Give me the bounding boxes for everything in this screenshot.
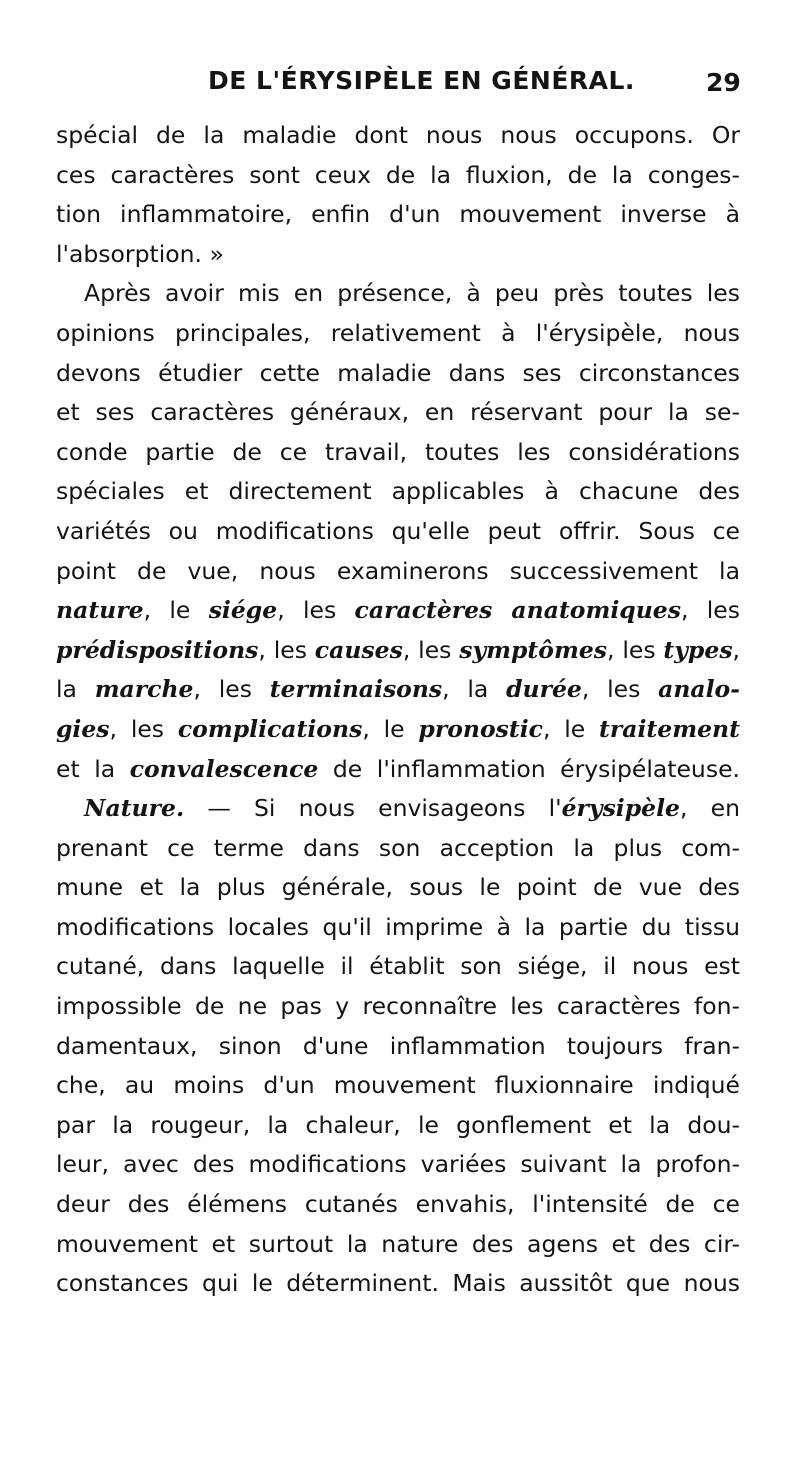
- italic-term: terminaisons: [269, 675, 443, 704]
- text-line: deur des élémens cutanés envahis, l'intensité de ce: [56, 1190, 740, 1219]
- italic-term: durée: [506, 675, 582, 704]
- text-line: variétés ou modifications qu'elle peut offrir. Sous ce: [56, 516, 740, 545]
- text-line: tion inflammatoire, enfin d'un mouvement inverse à: [56, 200, 740, 229]
- text-span: et la: [56, 754, 130, 783]
- italic-term: gies: [56, 714, 110, 743]
- text-span: , le: [542, 714, 600, 743]
- text-span: , le: [362, 714, 419, 743]
- text-line: devons étudier cette maladie dans ses circonstances: [56, 358, 740, 387]
- text-line: [56, 591, 740, 631]
- text-span: de l'inflammation érysipélateuse.: [318, 754, 740, 783]
- italic-term: marche: [94, 675, 194, 704]
- italic-term: pronostic: [418, 714, 543, 743]
- text-line: spécial de la maladie dont nous nous occupons. Or: [56, 121, 740, 149]
- text-line: [56, 750, 740, 790]
- text-line: opinions principales, relativement à l'érysipèle, nous: [56, 318, 740, 347]
- body-text: [56, 116, 740, 1304]
- text-span: , les: [258, 635, 315, 664]
- text-span: , la: [442, 675, 507, 704]
- text-span: , les: [277, 596, 355, 625]
- text-span: , les: [193, 675, 270, 704]
- text-line: spéciales et directement applicables à chacune des: [56, 477, 740, 506]
- text-line: mouvement et surtout la nature des agens et des cir-: [56, 1229, 740, 1258]
- text-span: , les: [402, 635, 460, 664]
- text-span: — Si nous envisageons l': [184, 794, 562, 823]
- text-line: mune et la plus générale, sous le point de vue des: [56, 873, 740, 902]
- italic-term: prédispositions: [56, 635, 259, 664]
- section-heading-nature: Nature.: [84, 794, 185, 823]
- italic-term: caractères anatomiques: [354, 596, 681, 625]
- header-title: DE L'ÉRYSIPÈLE EN GÉNÉRAL.: [208, 66, 635, 95]
- text-line: che, au moins d'un mouvement fluxionnaire indiqué: [56, 1071, 740, 1100]
- text-span: , les: [607, 635, 664, 664]
- text-line: [56, 631, 740, 671]
- text-line: leur, avec des modifications variées suivant la profon-: [56, 1150, 740, 1179]
- text-span: , les: [581, 675, 659, 704]
- italic-term: érysipèle: [561, 794, 681, 823]
- text-line: Après avoir mis en présence, à peu près toutes les: [84, 279, 740, 308]
- text-line: par la rougeur, la chaleur, le gonflement et la dou-: [56, 1110, 740, 1139]
- text-span: la: [56, 675, 95, 704]
- text-line: cutané, dans laquelle il établit son siége, il nous est: [56, 952, 740, 981]
- page-number: 29: [706, 68, 741, 97]
- text-span: ,: [732, 635, 740, 664]
- italic-term: siége: [208, 596, 278, 625]
- text-span: , les: [680, 596, 740, 625]
- text-line: point de vue, nous examinerons successivement la: [56, 556, 740, 585]
- italic-term: analo-: [658, 675, 740, 704]
- text-span: , en: [680, 794, 740, 823]
- running-header: [0, 66, 800, 106]
- italic-term: complications: [177, 714, 363, 743]
- text-line: et ses caractères généraux, en réservant pour la se-: [56, 398, 740, 427]
- text-line: [56, 710, 740, 750]
- text-line: [56, 789, 740, 829]
- text-line: damentaux, sinon d'une inflammation toujours fran-: [56, 1031, 740, 1060]
- text-line: impossible de ne pas y reconnaître les caractères fon-: [56, 992, 740, 1021]
- italic-term: convalescence: [129, 754, 319, 783]
- text-line: [56, 670, 740, 710]
- text-line: l'absorption. »: [56, 239, 224, 268]
- italic-term: causes: [314, 635, 403, 664]
- text-line: constances qui le déterminent. Mais aussitôt que nous: [56, 1269, 740, 1298]
- text-line: ces caractères sont ceux de la fluxion, de la conges-: [56, 160, 740, 189]
- text-line: modifications locales qu'il imprime à la partie du tissu: [56, 912, 740, 941]
- text-line: prenant ce terme dans son acception la plus com-: [56, 833, 740, 862]
- text-line: conde partie de ce travail, toutes les considérations: [56, 437, 740, 466]
- italic-term: types: [663, 635, 733, 664]
- italic-term: nature: [56, 596, 144, 625]
- text-span: , le: [143, 596, 209, 625]
- italic-term: traitement: [599, 714, 740, 743]
- text-span: , les: [109, 714, 178, 743]
- italic-term: symptômes: [459, 635, 608, 664]
